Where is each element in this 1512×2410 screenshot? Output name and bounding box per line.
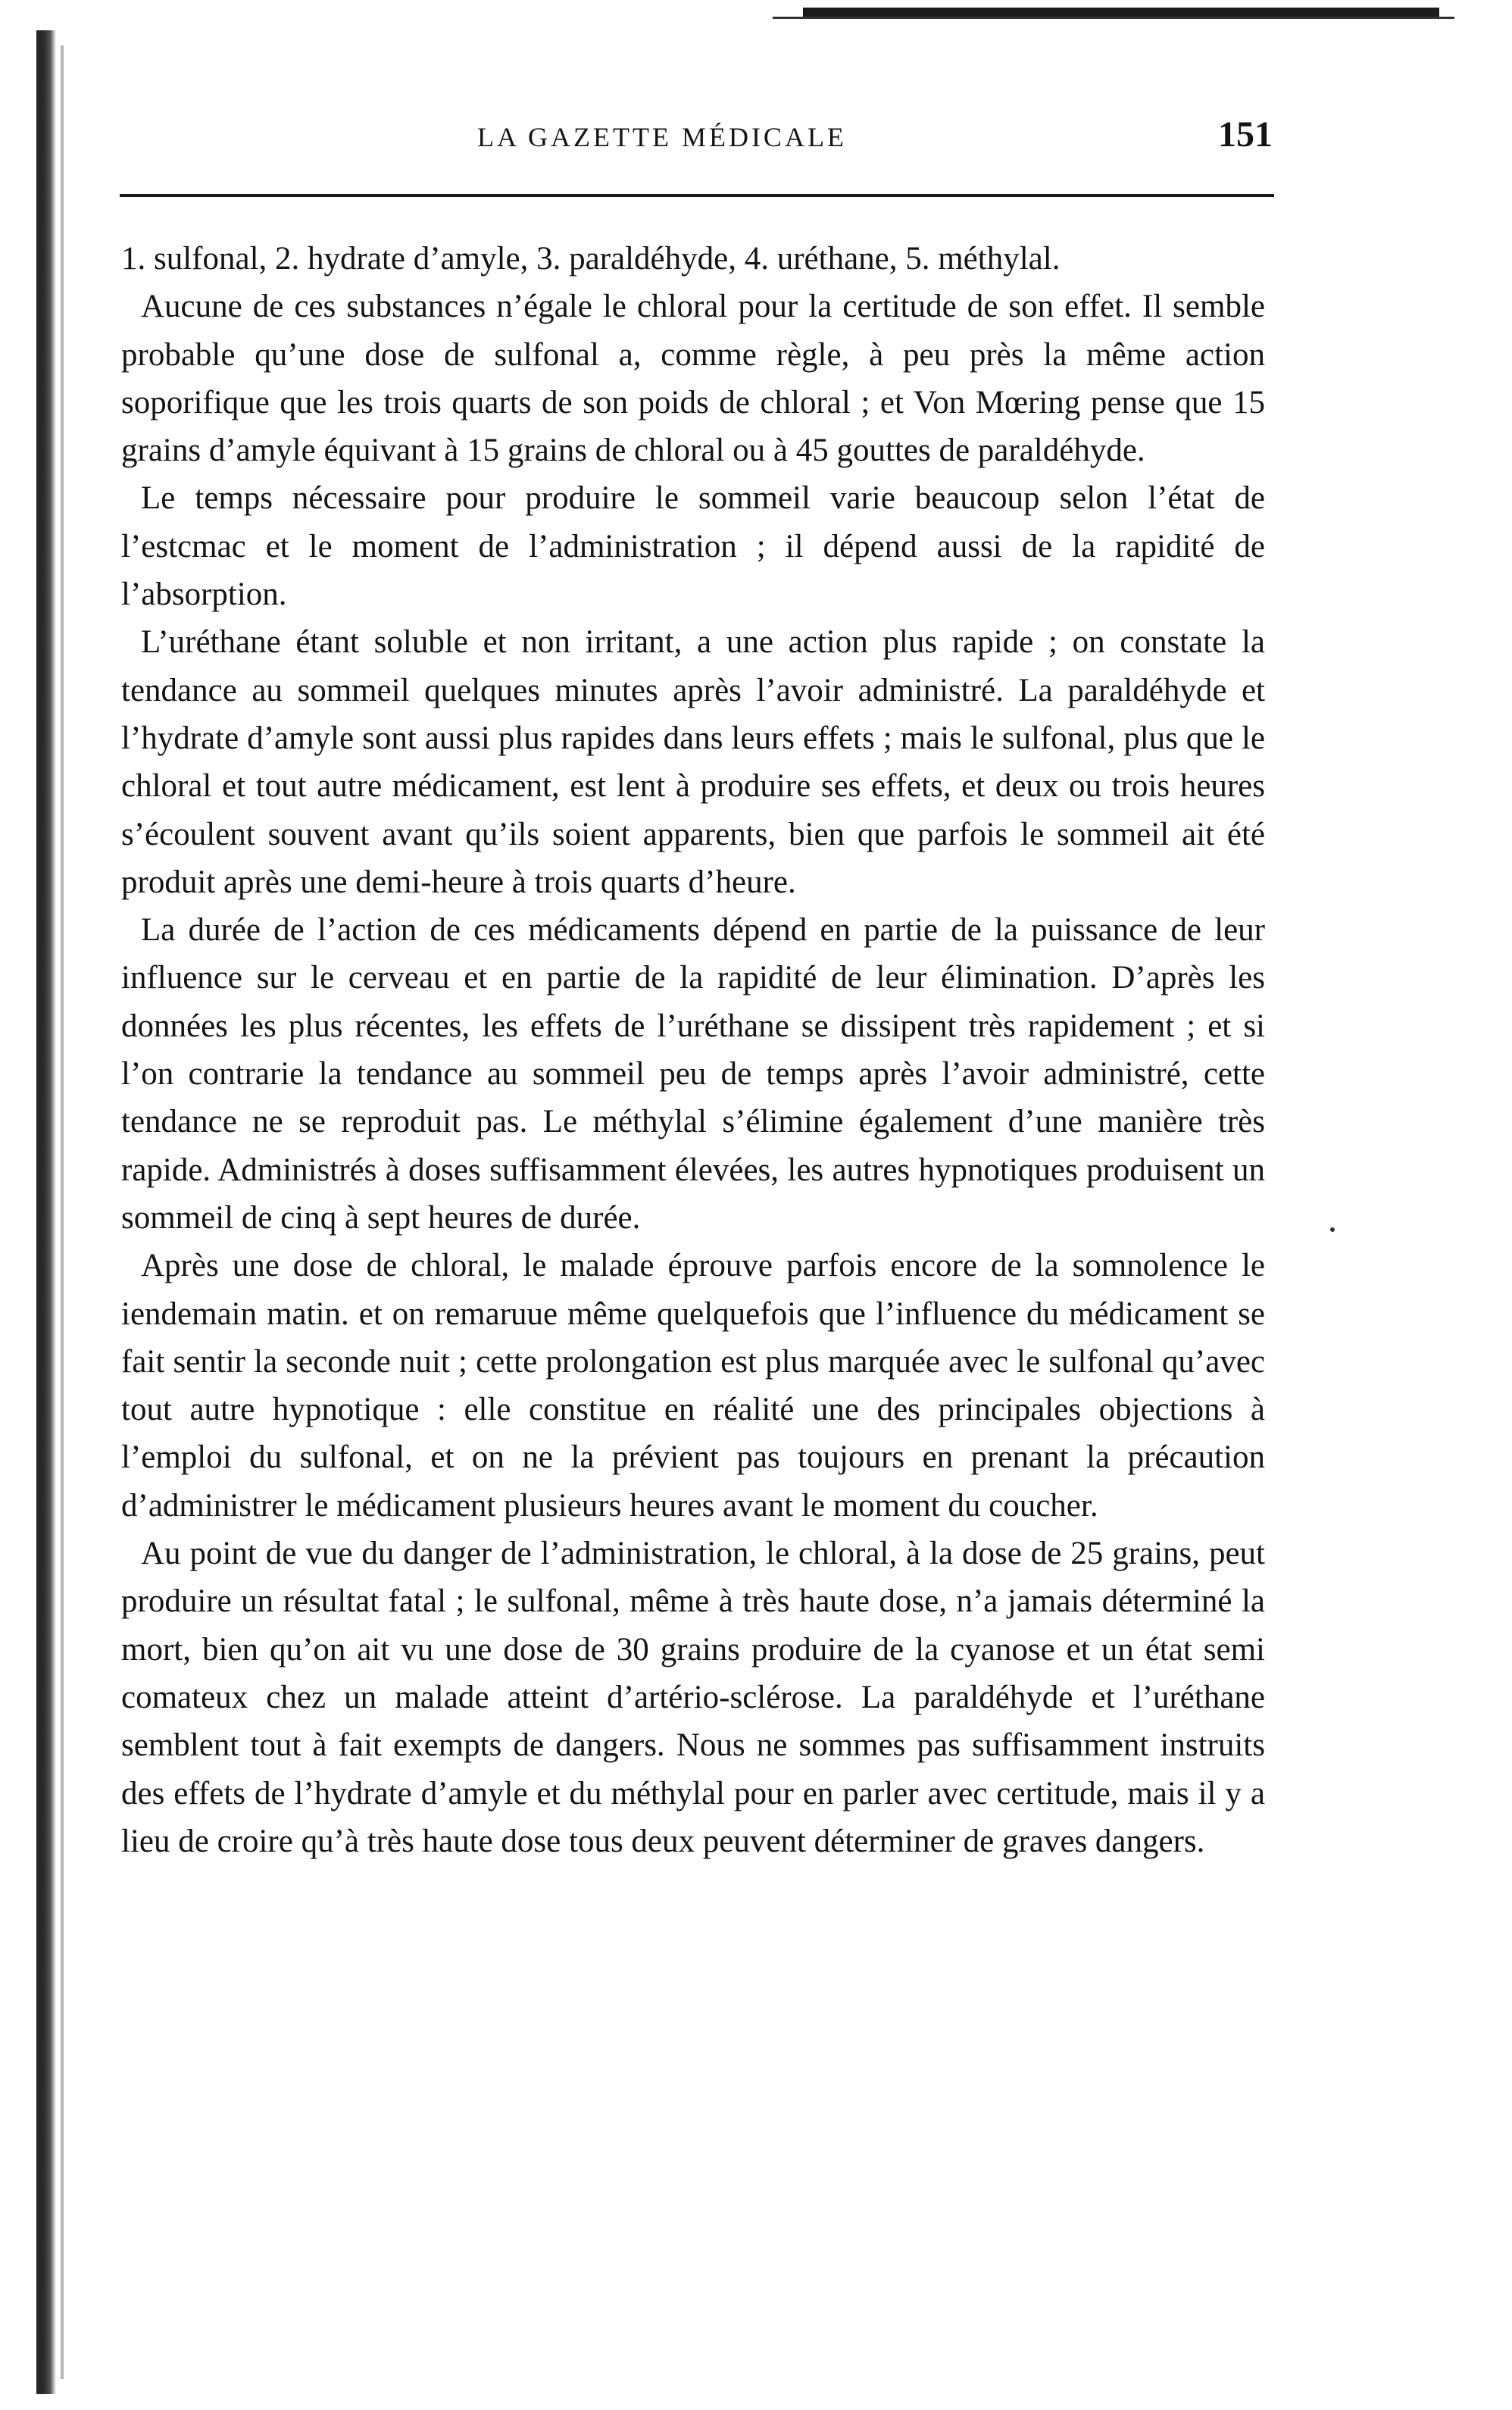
paragraph-urethane-speed: L’uréthane étant soluble et non irritant, a une action plus rapide ; on constate la tendance au sommeil quelques minutes après l’avoir administré. La paraldéhyde et l’hydrate d’amyle sont aussi plus rapides dans leurs effets ; mais le sulfonal, plus que le chloral et tout autre médicament, est lent à produire ses effets, et deux ou trois heures s’écoulent souvent avant qu’ils soient apparents, bien que parfois le sommeil ait été produit après une demi-heure à trois quarts d’heure. bbox=[121, 624, 1265, 900]
article-body bbox=[121, 235, 1265, 1865]
binding-shadow bbox=[61, 45, 64, 2379]
paragraph-action-duration: La durée de l’action de ces médicaments dépend en partie de la puissance de leur influence sur le cerveau et en partie de la rapidité de leur élimination. D’après les données les plus récentes, les effets de l’uréthane se dissipent très rapidement ; et si l’on contrarie la tendance au sommeil peu de temps après l’avoir administré, cette tendance ne se reproduit pas. Le méthylal s’élimine également d’une manière très rapide. Administrés à doses suffisamment élevées, les autres hypnotiques produisent un sommeil de cinq à sept heures de durée. bbox=[121, 912, 1265, 1236]
paragraph-chloral-certitude: Aucune de ces substances n’égale le chloral pour la certitude de son effet. Il semble probable qu’une dose de sulfonal a, comme règle, à peu près la même action soporifique que les trois quarts de son poids de chloral ; et Von Mœring pense que 15 grains d’amyle équivant à 15 grains de chloral ou à 45 gouttes de paraldéhyde. bbox=[121, 289, 1265, 469]
paragraph-hypnotics-list: 1. sulfonal, 2. hydrate d’amyle, 3. paraldéhyde, 4. uréthane, 5. méthylal. bbox=[121, 241, 1061, 277]
top-scan-rule-thin bbox=[773, 17, 1454, 19]
page-header bbox=[121, 114, 1273, 159]
scan-speck bbox=[1330, 1227, 1335, 1232]
paragraph-danger: Au point de vue du danger de l’administration, le chloral, à la dose de 25 grains, peut produire un résultat fatal ; le sulfonal, même à très haute dose, n’a jamais déterminé la mort, bien qu’on ait vu une dose de 30 grains produire de la cyanose et un état semi comateux chez un malade atteint d’artério-sclérose. La paraldéhyde et l’uréthane semblent tout à fait exempts de dangers. Nous ne sommes pas suffisamment instruits des effets de l’hydrate d’amyle et du méthylal pour en parler avec certitude, mais il y a lieu de croire qu’à très haute dose tous deux peuvent déterminer de graves dangers. bbox=[121, 1536, 1265, 1859]
binding-edge bbox=[36, 30, 56, 2394]
paragraph-somnolence: Après une dose de chloral, le malade éprouve parfois encore de la somnolence le iendemain matin. et on remaruue même quelquefois que l’influence du médicament se fait sentir la seconde nuit ; cette prolongation est plus marquée avec le sulfonal qu’avec tout autre hypnotique : elle constitue en réalité une des principales objections à l’emploi du sulfonal, et on ne la prévient pas toujours en prenant la précaution d’administrer le médicament plusieurs heures avant le moment du coucher. bbox=[121, 1248, 1265, 1524]
page-number: 151 bbox=[1218, 114, 1273, 155]
running-title: LA GAZETTE MÉDICALE bbox=[477, 122, 847, 152]
header-divider bbox=[120, 194, 1274, 197]
paragraph-sleep-time: Le temps nécessaire pour produire le sommeil varie beaucoup selon l’état de l’estcmac et le moment de l’administration ; il dépend aussi de la rapidité de l’absorption. bbox=[121, 480, 1265, 613]
